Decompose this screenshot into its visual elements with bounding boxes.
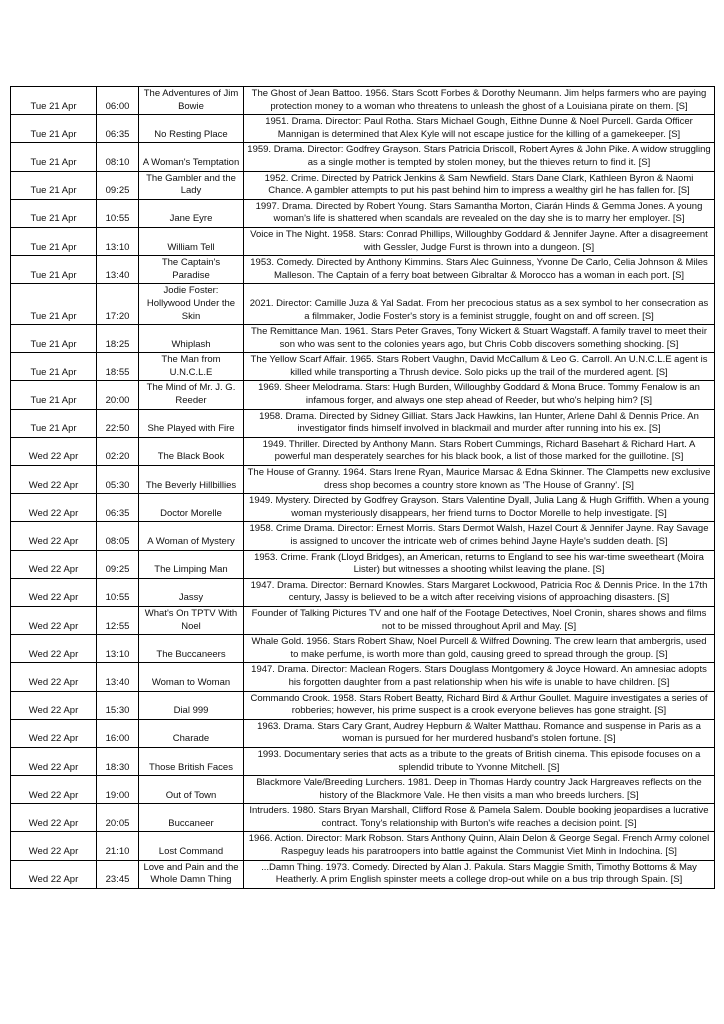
description-cell: The Remittance Man. 1961. Stars Peter Graves, Tony Wickert & Stuart Wagstaff. A family travel to meet their son who was sent to the colonies years ago, but Chris Cobb discovers something shocking. [S] xyxy=(244,325,715,353)
description-cell: 1949. Thriller. Directed by Anthony Mann. Stars Robert Cummings, Richard Basehart & Richard Hart. A powerful man desperately searches for his black book, a list of those marked for the guillotine. [S] xyxy=(244,437,715,465)
time-cell: 05:30 xyxy=(97,466,139,494)
date-cell: Tue 21 Apr xyxy=(11,143,97,171)
description-cell: 1958. Crime Drama. Director: Ernest Morris. Stars Dermot Walsh, Hazel Court & Jennifer Jayne. Ray Savage is assigned to uncover the intricate web of crimes behind Jayne Hayle's sudden death. [S] xyxy=(244,522,715,550)
listing-row xyxy=(11,776,715,804)
description-cell: ...Damn Thing. 1973. Comedy. Directed by Alan J. Pakula. Stars Maggie Smith, Timothy Bottoms & May Heatherly. A prim English spinster meets a college drop-out while on a bus trip through Spain. [S] xyxy=(244,860,715,888)
date-cell: Wed 22 Apr xyxy=(11,578,97,606)
description-cell: 1966. Action. Director: Mark Robson. Stars Anthony Quinn, Alain Delon & George Segal. French Army colonel Raspeguy leads his paratroopers into battle against the Communist Viet Minh in Indochina. [S] xyxy=(244,832,715,860)
title-cell: Lost Command xyxy=(139,832,244,860)
description-cell: Whale Gold. 1956. Stars Robert Shaw, Noel Purcell & Wilfred Downing. The crew learn that ambergris, used to make perfume, is worth more than gold, causing greed to spread through the group. [S] xyxy=(244,635,715,663)
time-cell: 23:45 xyxy=(97,860,139,888)
time-cell: 10:55 xyxy=(97,578,139,606)
date-cell: Tue 21 Apr xyxy=(11,227,97,255)
listing-row xyxy=(11,606,715,634)
description-cell: 1997. Drama. Directed by Robert Young. Stars Samantha Morton, Ciarán Hinds & Gemma Jones. A young woman's life is shattered when scandals are revealed on the day she is to marry her employer. [S] xyxy=(244,199,715,227)
time-cell: 06:35 xyxy=(97,494,139,522)
date-cell: Wed 22 Apr xyxy=(11,832,97,860)
time-cell: 18:30 xyxy=(97,747,139,775)
listing-row xyxy=(11,550,715,578)
time-cell: 13:10 xyxy=(97,227,139,255)
description-cell: 1952. Crime. Directed by Patrick Jenkins & Sam Newfield. Stars Dane Clark, Kathleen Byron & Naomi Chance. A gambler attempts to put his past behind him to impress a wealthy girl he has fallen for. [S] xyxy=(244,171,715,199)
time-cell: 19:00 xyxy=(97,776,139,804)
description-cell: 1953. Comedy. Directed by Anthony Kimmins. Stars Alec Guinness, Yvonne De Carlo, Celia Johnson & Miles Malleson. The Captain of a ferry boat between Gibraltar & Morocco has a woman in each port. [S] xyxy=(244,256,715,284)
date-cell: Wed 22 Apr xyxy=(11,776,97,804)
description-cell: 2021. Director: Camille Juza & Yal Sadat. From her precocious status as a sex symbol to her consecration as a filmmaker, Jodie Foster's story is a feminist struggle, fought on and off screen. [S] xyxy=(244,284,715,325)
date-cell: Wed 22 Apr xyxy=(11,663,97,691)
listing-row xyxy=(11,522,715,550)
listing-row xyxy=(11,437,715,465)
date-cell: Tue 21 Apr xyxy=(11,409,97,437)
listing-row xyxy=(11,635,715,663)
date-cell: Wed 22 Apr xyxy=(11,606,97,634)
time-cell: 13:40 xyxy=(97,663,139,691)
listing-row xyxy=(11,227,715,255)
time-cell: 09:25 xyxy=(97,171,139,199)
date-cell: Wed 22 Apr xyxy=(11,860,97,888)
date-cell: Tue 21 Apr xyxy=(11,199,97,227)
title-cell: The Man from U.N.C.L.E xyxy=(139,353,244,381)
date-cell: Wed 22 Apr xyxy=(11,719,97,747)
listing-row xyxy=(11,409,715,437)
title-cell: She Played with Fire xyxy=(139,409,244,437)
title-cell: Jodie Foster: Hollywood Under the Skin xyxy=(139,284,244,325)
time-cell: 21:10 xyxy=(97,832,139,860)
date-cell: Tue 21 Apr xyxy=(11,171,97,199)
time-cell: 22:50 xyxy=(97,409,139,437)
time-cell: 09:25 xyxy=(97,550,139,578)
listing-row xyxy=(11,663,715,691)
listing-row xyxy=(11,171,715,199)
time-cell: 13:10 xyxy=(97,635,139,663)
title-cell: Dial 999 xyxy=(139,691,244,719)
description-cell: 1963. Drama. Stars Cary Grant, Audrey Hepburn & Walter Matthau. Romance and suspense in Paris as a woman is pursued for her murdered husband's stolen fortune. [S] xyxy=(244,719,715,747)
time-cell: 15:30 xyxy=(97,691,139,719)
time-cell: 18:55 xyxy=(97,353,139,381)
description-cell: 1969. Sheer Melodrama. Stars: Hugh Burden, Willoughby Goddard & Mona Bruce. Tommy Fenalow is an infamous forger, and always one step ahead of Reeder, but who's helping him? [S] xyxy=(244,381,715,409)
tv-listings-table xyxy=(10,86,715,889)
listing-row xyxy=(11,578,715,606)
title-cell: Love and Pain and the Whole Damn Thing xyxy=(139,860,244,888)
date-cell: Tue 21 Apr xyxy=(11,381,97,409)
title-cell: The Adventures of Jim Bowie xyxy=(139,87,244,115)
date-cell: Tue 21 Apr xyxy=(11,325,97,353)
listing-row xyxy=(11,353,715,381)
listing-row xyxy=(11,804,715,832)
date-cell: Wed 22 Apr xyxy=(11,635,97,663)
description-cell: 1993. Documentary series that acts as a tribute to the greats of British cinema. This episode focuses on a splendid tribute to Yvonne Mitchell. [S] xyxy=(244,747,715,775)
time-cell: 10:55 xyxy=(97,199,139,227)
title-cell: Jassy xyxy=(139,578,244,606)
title-cell: The Gambler and the Lady xyxy=(139,171,244,199)
title-cell: Charade xyxy=(139,719,244,747)
date-cell: Tue 21 Apr xyxy=(11,87,97,115)
listing-row xyxy=(11,199,715,227)
description-cell: Voice in The Night. 1958. Stars: Conrad Phillips, Willoughby Goddard & Jennifer Jayne. After a disagreement with Gessler, Judge Furst is thrown into a dungeon. [S] xyxy=(244,227,715,255)
listing-row xyxy=(11,466,715,494)
title-cell: Whiplash xyxy=(139,325,244,353)
date-cell: Tue 21 Apr xyxy=(11,353,97,381)
listing-row xyxy=(11,325,715,353)
listing-row xyxy=(11,115,715,143)
listing-row xyxy=(11,256,715,284)
description-cell: 1953. Crime. Frank (Lloyd Bridges), an American, returns to England to see his war-time sweetheart (Moira Lister) but witnesses a shooting whilst leaving the plane. [S] xyxy=(244,550,715,578)
title-cell: The Mind of Mr. J. G. Reeder xyxy=(139,381,244,409)
date-cell: Wed 22 Apr xyxy=(11,466,97,494)
title-cell: The Captain's Paradise xyxy=(139,256,244,284)
date-cell: Wed 22 Apr xyxy=(11,747,97,775)
description-cell: Intruders. 1980. Stars Bryan Marshall, Clifford Rose & Pamela Salem. Double booking jeopardises a lucrative contract. Tony's relationship with Burton's wife reaches a decision point. [S] xyxy=(244,804,715,832)
listing-row xyxy=(11,494,715,522)
time-cell: 20:00 xyxy=(97,381,139,409)
description-cell: 1947. Drama. Director: Maclean Rogers. Stars Douglass Montgomery & Joyce Howard. An amnesiac adopts his forgotten daughter from a past relationship when his wife is unable to have children. [S] xyxy=(244,663,715,691)
description-cell: 1947. Drama. Director: Bernard Knowles. Stars Margaret Lockwood, Patricia Roc & Dennis Price. In the 17th century, Jassy is believed to be a witch after receiving visions of approaching disasters. [S] xyxy=(244,578,715,606)
listing-row xyxy=(11,691,715,719)
listing-row xyxy=(11,87,715,115)
description-cell: The Yellow Scarf Affair. 1965. Stars Robert Vaughn, David McCallum & Leo G. Carroll. An U.N.C.L.E agent is killed while transporting a Thrush device. Solo picks up the trail of the murdered agent. [S] xyxy=(244,353,715,381)
time-cell: 17:20 xyxy=(97,284,139,325)
listing-row xyxy=(11,143,715,171)
date-cell: Wed 22 Apr xyxy=(11,804,97,832)
description-cell: 1958. Drama. Directed by Sidney Gilliat. Stars Jack Hawkins, Ian Hunter, Arlene Dahl & Dennis Price. An investigator finds himself involved in blackmail and murder after running into his ex. [S] xyxy=(244,409,715,437)
date-cell: Tue 21 Apr xyxy=(11,115,97,143)
time-cell: 20:05 xyxy=(97,804,139,832)
listing-row xyxy=(11,832,715,860)
title-cell: The Buccaneers xyxy=(139,635,244,663)
time-cell: 08:10 xyxy=(97,143,139,171)
description-cell: The Ghost of Jean Battoo. 1956. Stars Scott Forbes & Dorothy Neumann. Jim helps farmers who are paying protection money to a woman who threatens to unleash the ghost of a Louisiana pirate on them. [S] xyxy=(244,87,715,115)
date-cell: Wed 22 Apr xyxy=(11,550,97,578)
listings-body xyxy=(11,87,715,889)
title-cell: William Tell xyxy=(139,227,244,255)
time-cell: 02:20 xyxy=(97,437,139,465)
title-cell: Jane Eyre xyxy=(139,199,244,227)
title-cell: No Resting Place xyxy=(139,115,244,143)
time-cell: 16:00 xyxy=(97,719,139,747)
date-cell: Wed 22 Apr xyxy=(11,522,97,550)
time-cell: 06:00 xyxy=(97,87,139,115)
date-cell: Tue 21 Apr xyxy=(11,256,97,284)
date-cell: Wed 22 Apr xyxy=(11,437,97,465)
description-cell: 1959. Drama. Director: Godfrey Grayson. Stars Patricia Driscoll, Robert Ayres & John Pike. A widow struggling as a single mother is tempted by stolen money, but the thieves return to find it. [S] xyxy=(244,143,715,171)
listing-row xyxy=(11,719,715,747)
description-cell: Blackmore Vale/Breeding Lurchers. 1981. Deep in Thomas Hardy country Jack Hargreaves reflects on the history of the Blackmore Vale. He then visits a man who breeds lurchers. [S] xyxy=(244,776,715,804)
title-cell: Those British Faces xyxy=(139,747,244,775)
title-cell: Buccaneer xyxy=(139,804,244,832)
date-cell: Wed 22 Apr xyxy=(11,691,97,719)
title-cell: Out of Town xyxy=(139,776,244,804)
listing-row xyxy=(11,284,715,325)
time-cell: 13:40 xyxy=(97,256,139,284)
description-cell: 1951. Drama. Director: Paul Rotha. Stars Michael Gough, Eithne Dunne & Noel Purcell. Garda Officer Mannigan is determined that Alex Kyle will not escape justice for the killing of a gamekeeper. [S] xyxy=(244,115,715,143)
description-cell: 1949. Mystery. Directed by Godfrey Grayson. Stars Valentine Dyall, Julia Lang & Hugh Griffith. When a young woman mysteriously disappears, her friend turns to Doctor Morelle to help investigate. [S] xyxy=(244,494,715,522)
title-cell: Doctor Morelle xyxy=(139,494,244,522)
time-cell: 08:05 xyxy=(97,522,139,550)
listing-row xyxy=(11,381,715,409)
title-cell: The Limping Man xyxy=(139,550,244,578)
listing-row xyxy=(11,747,715,775)
time-cell: 18:25 xyxy=(97,325,139,353)
date-cell: Tue 21 Apr xyxy=(11,284,97,325)
listing-row xyxy=(11,860,715,888)
description-cell: Commando Crook. 1958. Stars Robert Beatty, Richard Bird & Arthur Goullet. Maguire investigates a series of robberies; however, his prime suspect is a crook everyone believes has gone straight. [S] xyxy=(244,691,715,719)
title-cell: Woman to Woman xyxy=(139,663,244,691)
title-cell: What's On TPTV With Noel xyxy=(139,606,244,634)
title-cell: The Black Book xyxy=(139,437,244,465)
title-cell: The Beverly Hillbillies xyxy=(139,466,244,494)
description-cell: Founder of Talking Pictures TV and one half of the Footage Detectives, Noel Cronin, shares shows and films not to be missed throughout April and May. [S] xyxy=(244,606,715,634)
date-cell: Wed 22 Apr xyxy=(11,494,97,522)
time-cell: 06:35 xyxy=(97,115,139,143)
title-cell: A Woman of Mystery xyxy=(139,522,244,550)
title-cell: A Woman's Temptation xyxy=(139,143,244,171)
time-cell: 12:55 xyxy=(97,606,139,634)
description-cell: The House of Granny. 1964. Stars Irene Ryan, Maurice Marsac & Edna Skinner. The Clampetts new exclusive dress shop becomes a country store known as 'The House of Granny'. [S] xyxy=(244,466,715,494)
